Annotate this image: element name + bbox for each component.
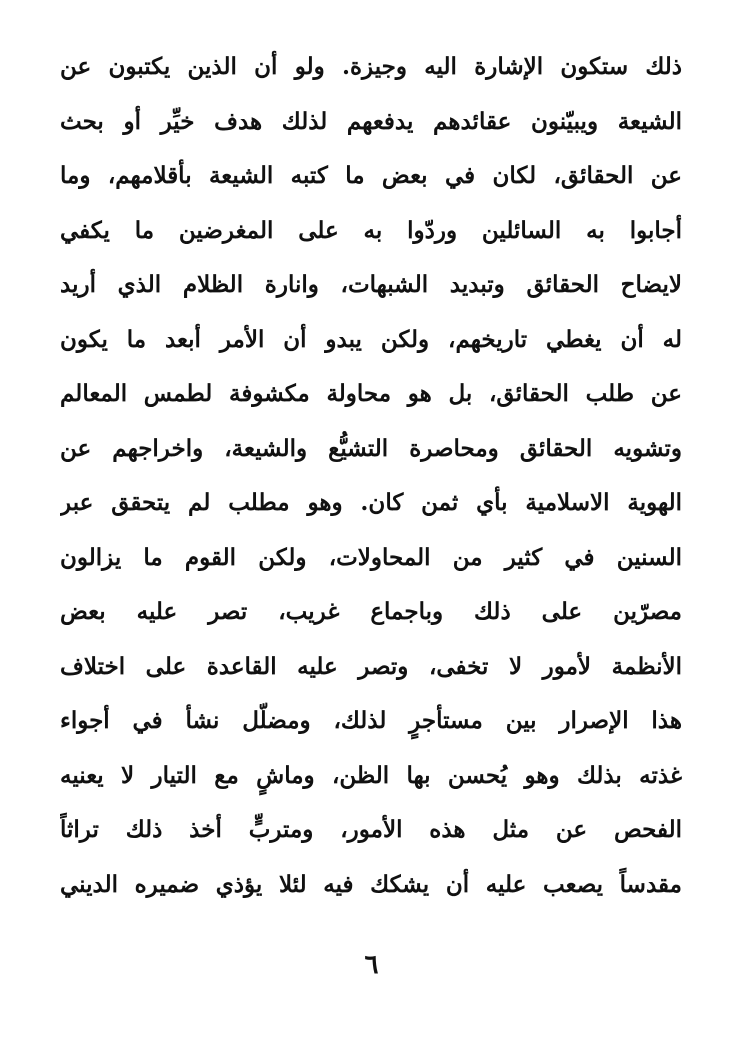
text-line-14: غذته بذلك وهو يُحسن بها الظن، وماشٍ مع التيار لا يعنيه: [60, 761, 682, 789]
text-line-13: هذا الإصرار بين مستأجرٍ لذلك، ومضلّل نشأ في أجواء: [60, 707, 682, 734]
text-line-6: له أن يغطي تاريخهم، ولكن يبدو أن الأمر أبعد ما يكون: [60, 325, 682, 353]
text-line-8: وتشويه الحقائق ومحاصرة التشيُّع والشيعة، واخراجهم عن: [60, 434, 682, 462]
text-line-4: أجابوا به السائلين وردّوا به على المغرضين ما يكفي: [60, 216, 682, 244]
page-number: ٦: [364, 950, 379, 980]
text-line-3: عن الحقائق، لكان في بعض ما كتبه الشيعة بأقلامهم، وما: [60, 162, 682, 189]
text-line-5: لايضاح الحقائق وتبديد الشبهات، وانارة الظلام الذي أريد: [60, 271, 682, 298]
text-line-15: الفحص عن مثل هذه الأمور، ومتربٍّ أخذ ذلك تراثاً: [60, 816, 682, 843]
body-text: [60, 40, 682, 912]
text-line-16: مقدساً يصعب عليه أن يشكك فيه لئلا يؤذي ضميره الديني: [60, 870, 682, 898]
text-line-7: عن طلب الحقائق، بل هو محاولة مكشوفة لطمس المعالم: [60, 380, 682, 407]
text-line-11: مصرّين على ذلك وباجماع غريب، تصر عليه بعض: [60, 598, 682, 625]
text-line-12: الأنظمة لأمور لا تخفى، وتصر عليه القاعدة على اختلاف: [60, 652, 682, 680]
text-line-10: السنين في كثير من المحاولات، ولكن القوم ما يزالون: [60, 543, 682, 571]
text-line-1: ذلك ستكون الإشارة اليه وجيزة. ولو أن الذين يكتبون عن: [60, 53, 682, 80]
text-line-9: الهوية الاسلامية بأي ثمن كان. وهو مطلب لم يتحقق عبر: [60, 489, 682, 516]
text-line-2: الشيعة ويبيّنون عقائدهم يدفعهم لذلك هدف خيِّر أو بحث: [60, 107, 682, 135]
